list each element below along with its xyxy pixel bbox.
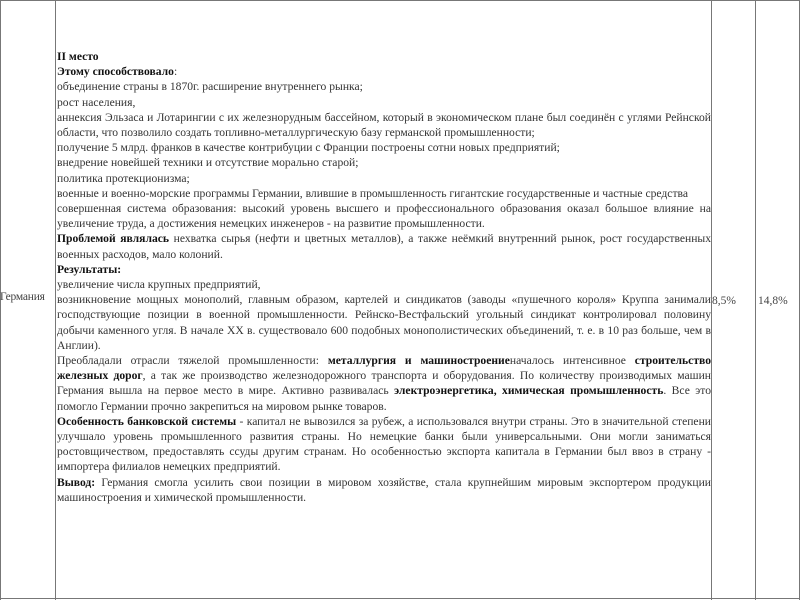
factor-item: политика протекционизма;: [57, 171, 190, 185]
problem-paragraph: [57, 231, 711, 261]
industry-paragraph: [57, 353, 711, 414]
problem-label: Проблемой являлась: [57, 232, 170, 246]
results-heading: Результаты:: [57, 262, 122, 276]
conclusion-paragraph: [57, 475, 711, 505]
conclusion-label: Вывод:: [57, 475, 96, 489]
industry-bold: электроэнергетика, химическая промышленность: [394, 384, 664, 398]
banking-text: - капитал не вывозился за рубеж, а использовался внутри страны. Это в значительной степени улучшало уровень промышленного развития страны. Но немецкие банки были универсальными. Они могли заниматься ростовщичеством, предоставлять ссуды другим странам. Но особенностью экспорта капитала в Германии был ввоз в страну - импортера филиалов немецких предприятий.: [57, 414, 711, 474]
country-cell: Германия: [0, 291, 45, 303]
industry-text: началось интенсивное: [509, 354, 635, 368]
result-item: возникновение мощных монополий, главным образом, картелей и синдикатов (заводы «пушечного короля» Круппа занимали господствующие позиции в военной промышленности. Рейнско-Вестфальский угольный синдикат контролировал половину добычи каменного угля. В начале XX в. существовало 600 подобных монополистических объединений, т. е. в 10 раз больше, чем в Англии).: [57, 293, 711, 352]
conclusion-text: Германия смогла усилить свои позиции в мировом хозяйстве, стала крупнейшим мировым экспортером продукции машиностроения и химической промышленности.: [57, 475, 711, 504]
factor-item: рост населения,: [57, 95, 136, 109]
banking-paragraph: [57, 414, 711, 475]
place-heading: II место: [57, 50, 99, 63]
column-divider: [55, 0, 56, 600]
table-border-top: [0, 0, 800, 1]
factor-item: военные и военно-морские программы Германии, влившие в промышленность гигантские государственные и частные средства: [57, 186, 688, 200]
value-cell-2: 14,8%: [758, 295, 788, 307]
factor-item: получение 5 млрд. франков в качестве контрибуции с Франции построены сотни новых предприятий;: [57, 141, 560, 155]
factor-item: совершенная система образования: высокий уровень высшего и профессионального образования оказал большое влияние на увеличение труда, а достижения немецких инженеров - на развитие промышленности.: [57, 202, 711, 231]
industry-text: , а так же производство железнодорожного транспорта и оборудования. По количеству производимых машин Германия вышла на первое место в мире. Активно развивалась: [57, 369, 711, 398]
industry-bold: металлургия и машиностроение: [327, 354, 510, 368]
result-item: увеличение числа крупных предприятий,: [57, 278, 261, 292]
contributed-label: Этому способствовало: [57, 65, 174, 79]
table-border-bottom: [0, 598, 800, 599]
factor-item: объединение страны в 1870г. расширение внутреннего рынка;: [57, 80, 363, 94]
factor-item: аннексия Эльзаса и Лотарингии с их железнорудным бассейном, который в экономическом плане был соединён с углями Рейнской области, что позволило создать топливно-металлургическую базу германской промышленности;: [57, 110, 711, 140]
contributed-heading: [57, 64, 711, 79]
factor-item: внедрение новейшей техники и отсутствие морально старой;: [57, 156, 359, 170]
banking-label: Особенность банковской системы: [57, 414, 237, 428]
description-cell: [57, 49, 711, 505]
problem-text: нехватка сырья (нефти и цветных металлов), а также неёмкий внутренний рынок, рост государственных военных расходов, мало колоний.: [57, 232, 711, 261]
value-cell-1: 8,5%: [712, 295, 736, 307]
contributed-colon: :: [173, 65, 178, 79]
industry-bold: строительство железных дорог: [57, 354, 711, 383]
column-divider: [755, 0, 756, 600]
industry-text: . Все это помогло Германии прочно закрепиться на мировом рынке товаров.: [57, 384, 711, 413]
industry-text: Преобладали отрасли тяжелой промышленности:: [57, 354, 328, 368]
